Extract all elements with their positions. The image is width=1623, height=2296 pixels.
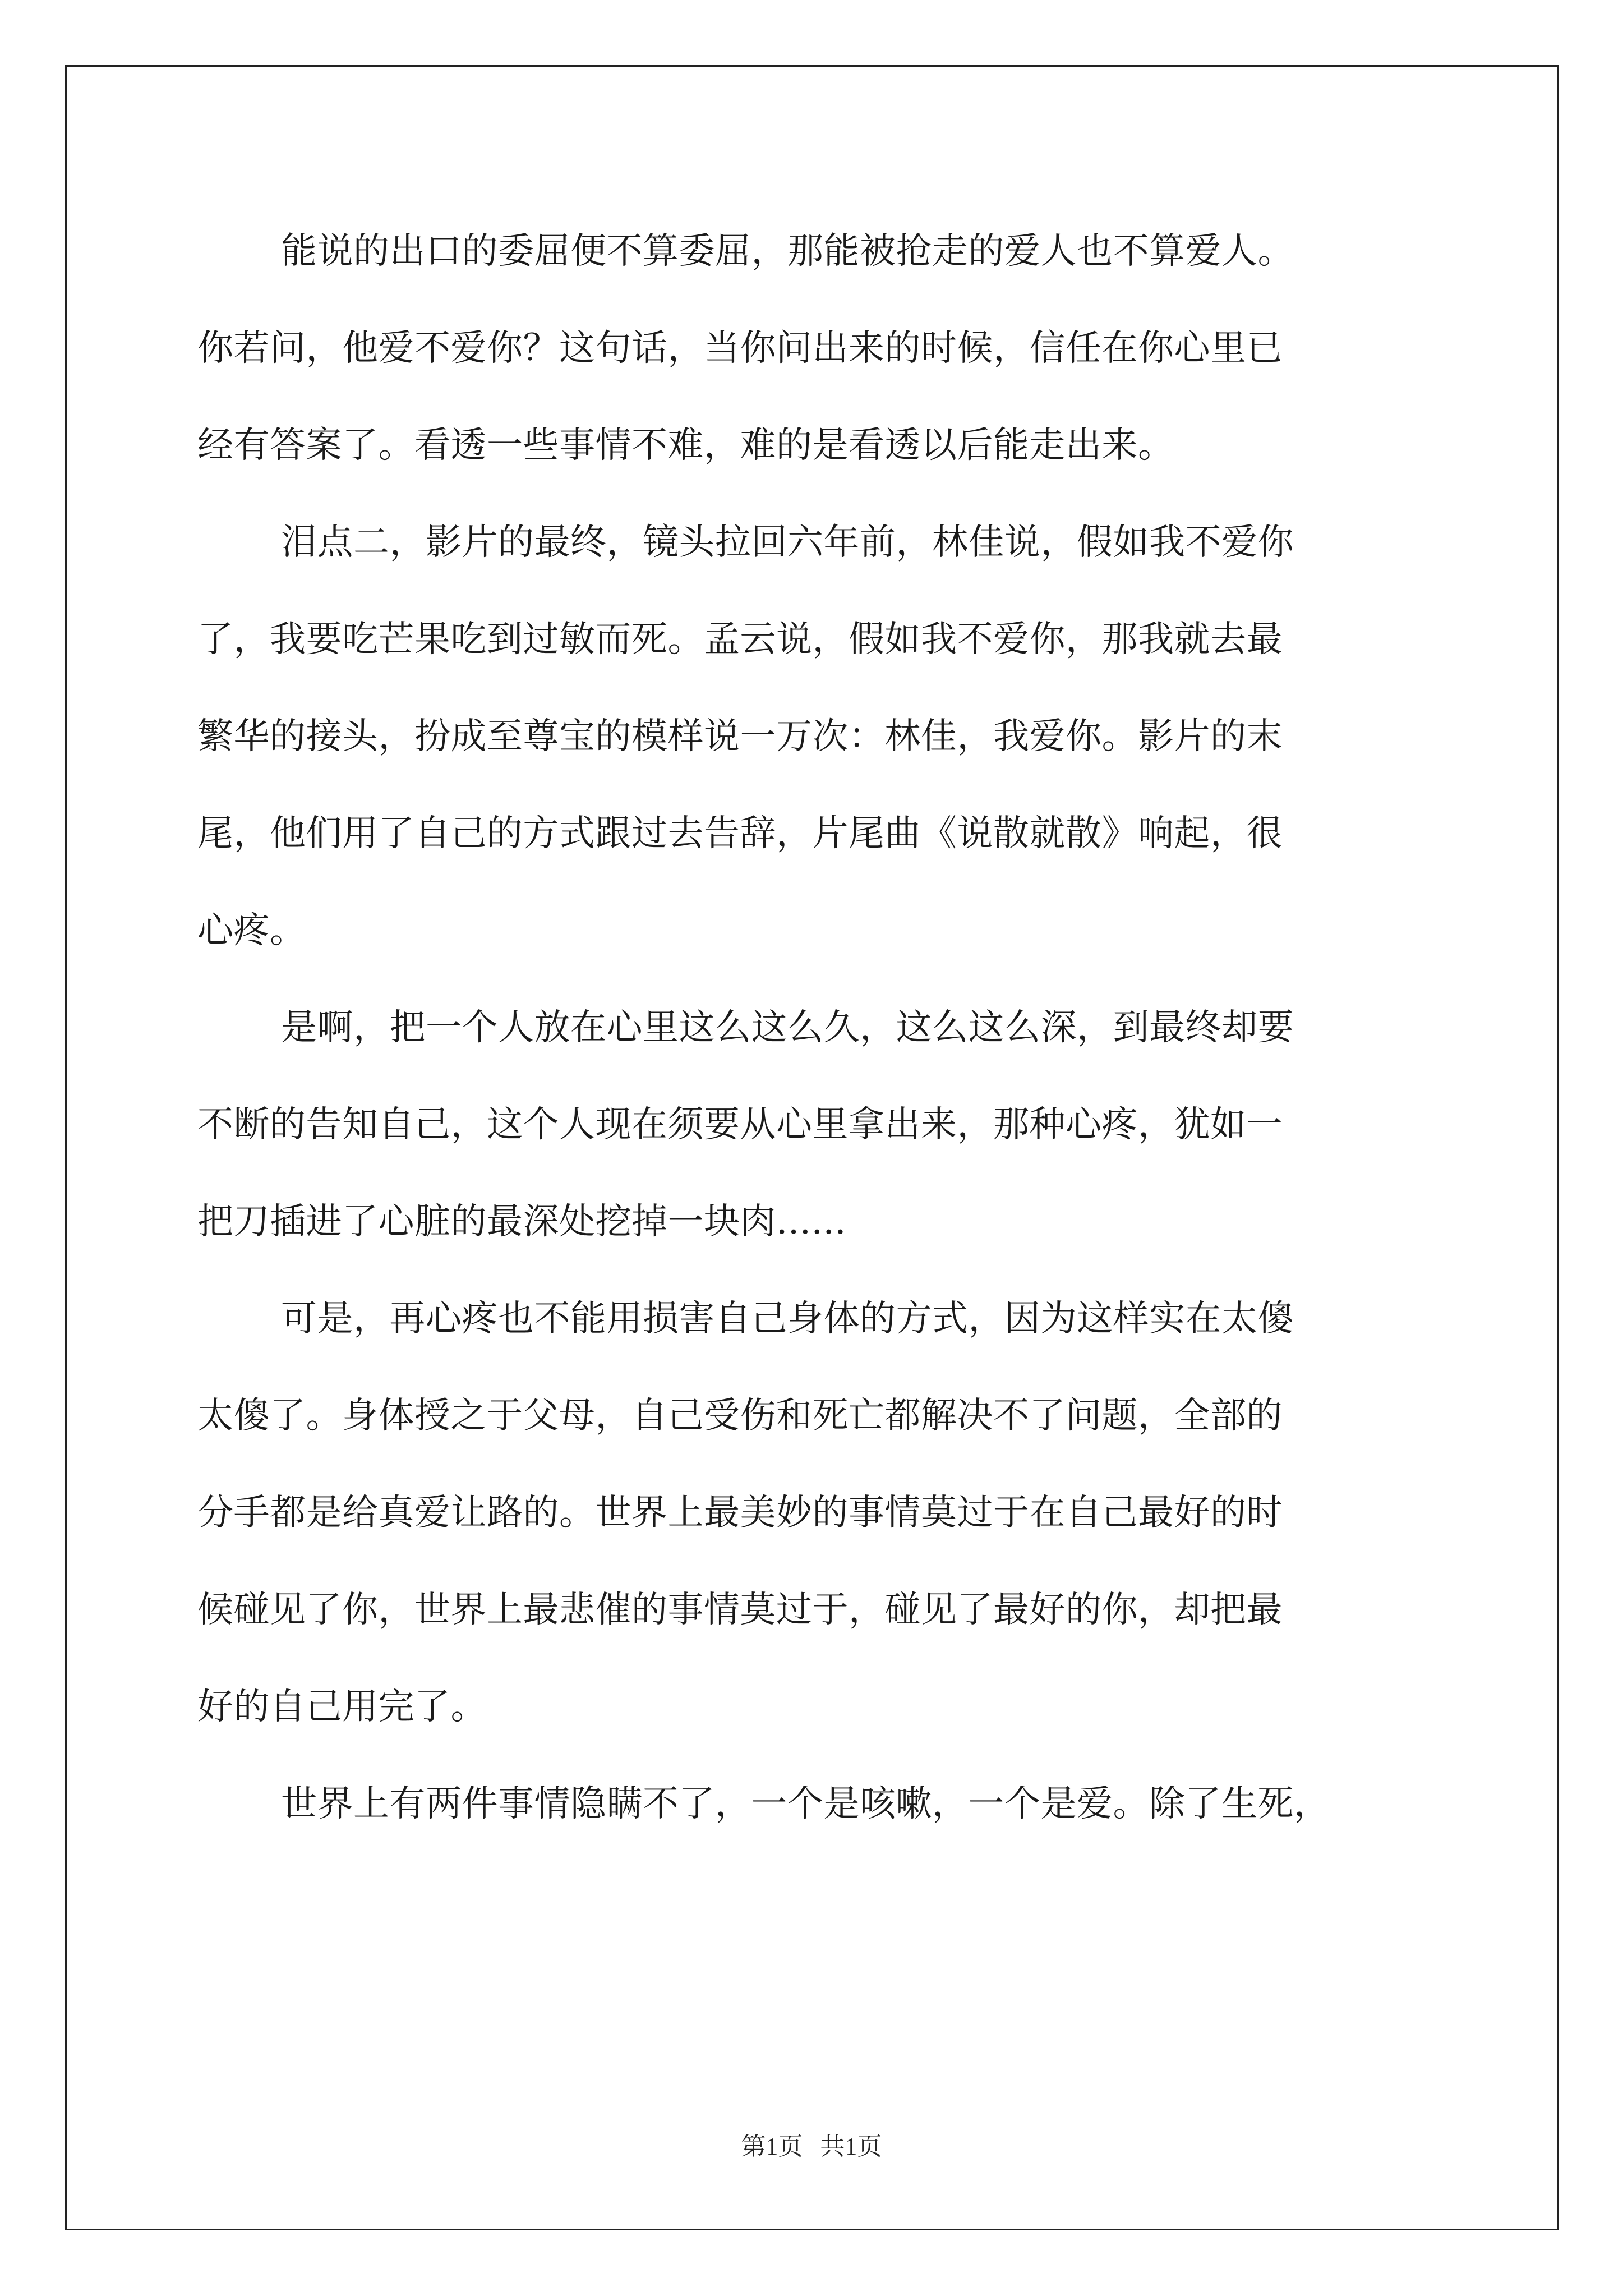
paragraph-1 xyxy=(197,203,1437,494)
text-line: 分手都是给真爱让路的。世界上最美妙的事情莫过于在自己最好的时 xyxy=(197,1492,1283,1534)
text-line: 能说的出口的委屈便不算委屈，那能被抢走的爱人也不算爱人。 xyxy=(281,231,1294,272)
text-line: 你若问，他爱不爱你？这句话，当你问出来的时候，信任在你心里已 xyxy=(197,328,1283,369)
text-line: 繁华的接头，扮成至尊宝的模样说一万次：林佳，我爱你。影片的末 xyxy=(197,716,1283,757)
text-line: 经有答案了。看透一些事情不难，难的是看透以后能走出来。 xyxy=(197,425,1174,466)
text-line: 泪点二，影片的最终，镜头拉回六年前，林佳说，假如我不爱你 xyxy=(281,522,1294,563)
text-line: 是啊，把一个人放在心里这么这么久，这么这么深，到最终却要 xyxy=(281,1007,1294,1048)
page-number: 第1页 xyxy=(741,2133,803,2160)
paragraph-2 xyxy=(197,494,1437,979)
paragraph-4 xyxy=(197,1271,1437,1756)
text-line: 候碰见了你，世界上最悲催的事情莫过于，碰见了最好的你，却把最 xyxy=(197,1589,1283,1631)
text-line: 把刀插进了心脏的最深处挖掉一块肉...... xyxy=(197,1201,847,1243)
text-line: 心疼。 xyxy=(197,910,306,951)
text-line: 世界上有两件事情隐瞒不了，一个是咳嗽，一个是爱。除了生死， xyxy=(281,1783,1330,1825)
paragraph-3 xyxy=(197,979,1437,1271)
text-line: 不断的告知自己，这个人现在须要从心里拿出来，那种心疼，犹如一 xyxy=(197,1104,1283,1145)
text-line: 了，我要吃芒果吃到过敏而死。孟云说，假如我不爱你，那我就去最 xyxy=(197,619,1283,660)
text-line: 可是，再心疼也不能用损害自己身体的方式，因为这样实在太傻 xyxy=(281,1298,1294,1340)
text-line: 太傻了。身体授之于父母，自己受伤和死亡都解决不了问题，全部的 xyxy=(197,1395,1283,1437)
paragraph-5 xyxy=(197,1756,1437,1853)
document-body xyxy=(197,203,1437,1853)
page-total: 共1页 xyxy=(820,2133,882,2160)
page-footer xyxy=(0,2126,1623,2162)
text-line: 好的自己用完了。 xyxy=(197,1686,487,1728)
text-line: 尾，他们用了自己的方式跟过去告辞，片尾曲《说散就散》响起，很 xyxy=(197,813,1283,854)
